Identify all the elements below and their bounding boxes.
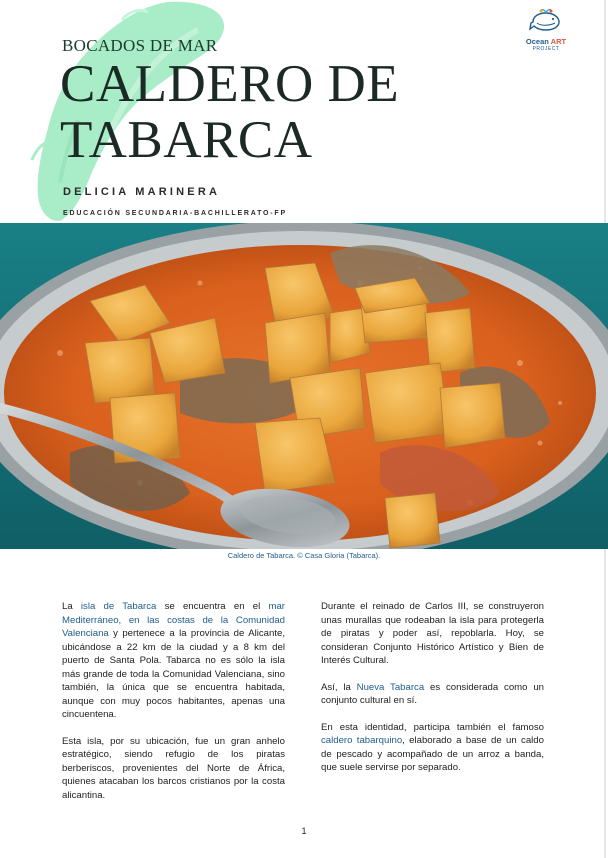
photo-caption: Caldero de Tabarca. © Casa Gloria (Tabarca). <box>227 551 381 560</box>
paragraph: Así, la Nueva Tabarca es considerada como un conjunto cultural en sí. <box>321 681 545 706</box>
caldero-photo <box>0 223 608 549</box>
paragraph: Esta isla, por su ubicación, fue un gran anhelo estratégico, siendo refugio de los piratas berberiscos, provenientes del Norte de África, quienes atacaban los barcos cristianos por la costa alicantina. <box>62 735 285 801</box>
paragraph: La isla de Tabarca se encuentra en el mar Mediterráneo, en las costas de la Comunidad Valenciana y pertenece a la provincia de Alicante, ubicándose a 22 km de la ciudad y a 8 km del puerto de Santa Pola. Tabarca no es sólo la isla más grande de toda la Comunidad Valenciana, sino también, la única que se encuentra habitada, aunque con muy pocos habitantes, apenas una cincuentena. <box>62 601 285 720</box>
paragraph: Durante el reinado de Carlos III, se construyeron unas murallas que rodeaban la isla para protegerla de piratas y poder así, repoblarla. Hoy, se consideran Conjunto Histórico Artístico y Bien de Interés Cultural. <box>321 601 544 666</box>
logo-subtitle: PROJECT <box>532 46 560 52</box>
title-line-1: CALDERO DE <box>60 55 400 113</box>
page-number: 1 <box>301 826 307 836</box>
whale-icon <box>529 8 563 34</box>
subtitle: DELICIA MARINERA <box>63 186 221 198</box>
logo-wordmark: Ocean ART <box>525 37 567 46</box>
highlight-term: caldero tabarquino <box>321 735 403 746</box>
title-line-2: TABARCA <box>60 111 313 169</box>
page-title <box>60 56 490 168</box>
highlight-term: isla de Tabarca <box>80 601 157 612</box>
text-column-left <box>62 600 285 815</box>
highlight-term: Nueva Tabarca <box>356 681 425 693</box>
education-level: EDUCACIÓN SECUNDARIA-BACHILLERATO-FP <box>63 210 287 217</box>
ocean-art-logo <box>516 8 576 52</box>
highlight-term: mar Mediterráneo, en las costas de la Comunidad Valenciana <box>62 601 285 639</box>
text-column-right <box>321 600 544 788</box>
paragraph: En esta identidad, participa también el famoso caldero tabarquino, elaborado a base de un caldo de pescado y acompañado de un arroz a banda, que suele servirse por separado. <box>321 721 544 773</box>
series-label: BOCADOS DE MAR <box>62 36 218 55</box>
